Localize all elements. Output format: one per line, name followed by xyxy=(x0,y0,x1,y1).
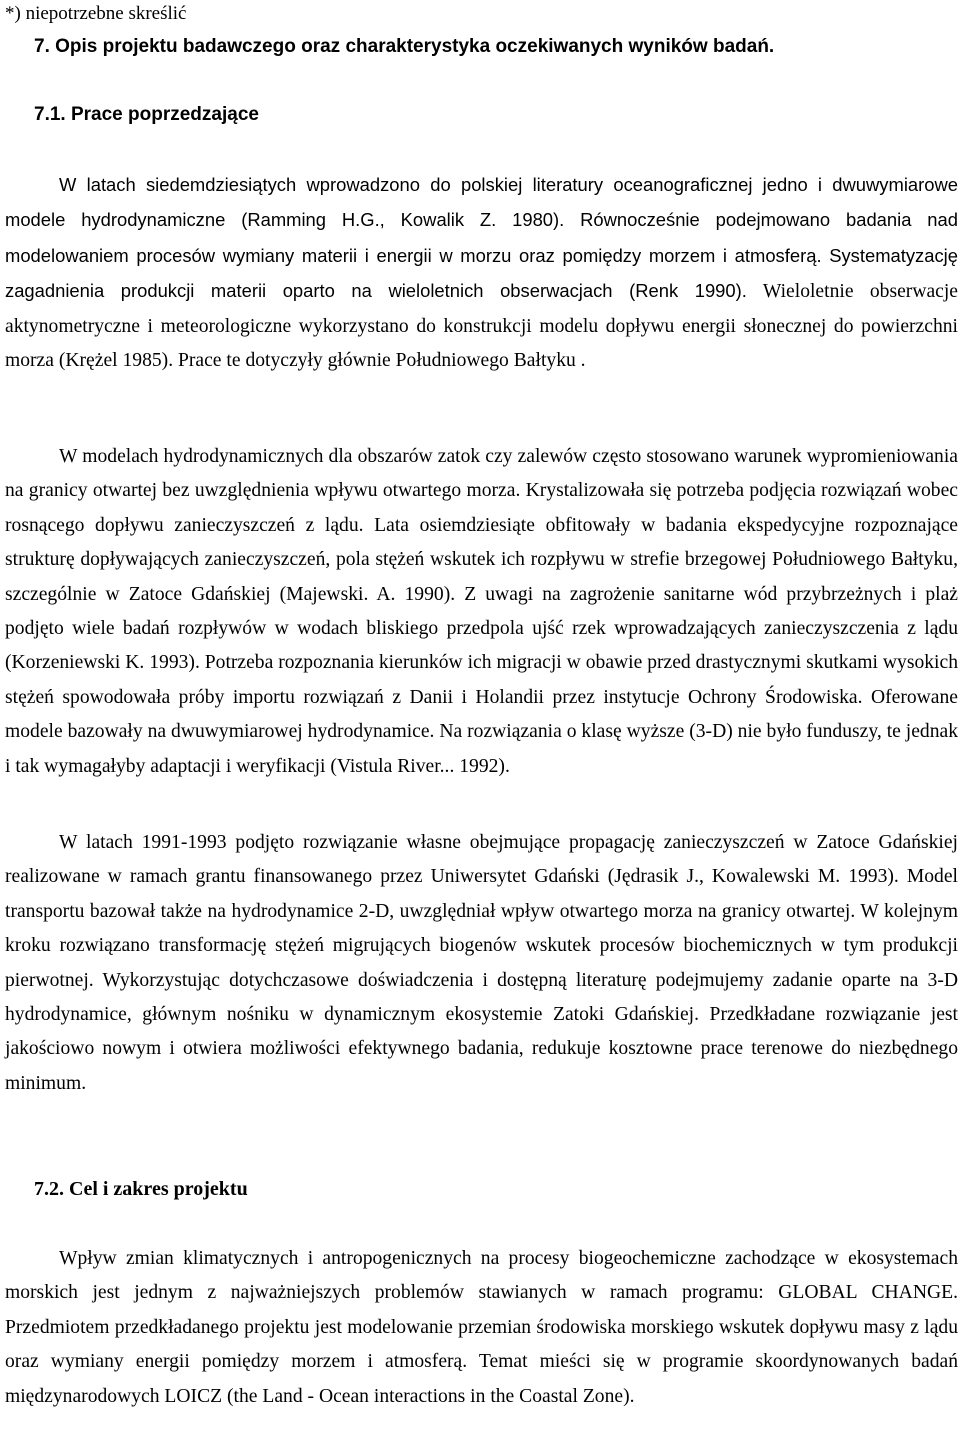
paragraph-text: W latach 1991-1993 podjęto rozwiązanie własne obejmujące propagację zanieczyszczeń w Zatoce Gdańskiej realizowane w ramach grantu finansowanego przez Uniwersytet Gdański (Jędrasik J., Kowalewski M. 1993). Model transportu bazował także na hydrodynamice 2-D, uwzględniał wpływ otwartego morza na granicy otwartej. W kolejnym kroku rozwiązano transformację stężeń migrujących biogenów wskutek procesów biochemicznych w tym produkcji pierwotnej. Wykorzystując dotychczasowe doświadczenia i dostępną literaturę podejmujemy zadanie oparte na 3-D hydrodynamice, głównym nośniku w dynamicznym ekosystemie Zatoki Gdańskiej. Przedkładane rozwiązanie jest jakościowo nowym i otwiera możliwości efektywnego badania, redukuje kosztowne prace terenowe do niezbędnego minimum. xyxy=(5,832,958,1094)
paragraph-text: Wpływ zmian klimatycznych i antropogenicznych na procesy biogeochemiczne zachodzące w ekosystemach morskich jest jednym z najważniejszych problemów stawianych w ramach programu: GLOBAL CHANGE. Przedmiotem przedkładanego projektu jest modelowanie przemian środowiska morskiego wskutek dopływu masy z lądu oraz wymiany energii pomiędzy morzem i atmosferą. Temat mieści się w programie skoordynowanych badań międzynarodowych LOICZ (the Land - Ocean interactions in the Coastal Zone). xyxy=(5,1248,958,1407)
paragraph-prior-work-1 xyxy=(5,168,958,378)
paragraph-text-sans: W latach siedemdziesiątych wprowadzono do polskiej literatury oceanograficznej jedno i dwuwymiarowe modele hydrodynamiczne (Ramming H.G., Kowalik Z. 1980). Równocześnie podejmowano badania nad modelowaniem procesów wymiany materii i energii w morzu oraz pomiędzy morzem i atmosferą. Systematyzację zagadnienia produkcji materii oparto na wieloletnich obserwacjach (Renk 1990). xyxy=(5,174,958,302)
subsection-heading-goals: 7.2. Cel i zakres projektu xyxy=(34,1178,248,1200)
paragraph-text-serif: Wieloletnie obserwacje aktynometryczne i meteorologiczne wykorzystano do konstrukcji modelu dopływu energii słonecznej do powierzchni morza (Krężel 1985). Prace te dotyczyły głównie Południowego Bałtyku . xyxy=(5,281,958,372)
paragraph-goals xyxy=(5,1242,958,1414)
section-heading: 7. Opis projektu badawczego oraz charakterystyka oczekiwanych wyników badań. xyxy=(34,36,775,57)
paragraph-prior-work-2 xyxy=(5,440,958,784)
footnote: *) niepotrzebne skreślić xyxy=(5,3,187,24)
paragraph-text: W modelach hydrodynamicznych dla obszarów zatok czy zalewów często stosowano warunek wypromieniowania na granicy otwartej bez uwzględnienia wpływu otwartego morza. Krystalizowała się potrzeba podjęcia rozwiązań wobec rosnącego dopływu zanieczyszczeń z lądu. Lata osiemdziesiąte obfitowały w badania ekspedycyjne rozpoznające strukturę dopływających zanieczyszczeń, pola stężeń wskutek ich rozpływu w strefie brzegowej Południowego Bałtyku, szczególnie w Zatoce Gdańskiej (Majewski. A. 1990). Z uwagi na zagrożenie sanitarne wód przybrzeżnych i plaż podjęto wiele badań rozpływów w wodach bliskiego przedpola ujść rzek wprowadzających zanieczyszczenia z lądu (Korzeniewski K. 1993). Potrzeba rozpoznania kierunków ich migracji w obawie przed drastycznymi skutkami wysokich stężeń spowodowała próby importu rozwiązań z Danii i Holandii przez instytucje Ochrony Środowiska. Oferowane modele bazowały na dwuwymiarowej hydrodynamice. Na rozwiązania o klasę wyższe (3-D) nie było funduszy, te jednak i tak wymagałyby adaptacji i weryfikacji (Vistula River... 1992). xyxy=(5,446,958,777)
paragraph-prior-work-3 xyxy=(5,826,958,1101)
subsection-heading-prior-work: 7.1. Prace poprzedzające xyxy=(34,104,259,125)
